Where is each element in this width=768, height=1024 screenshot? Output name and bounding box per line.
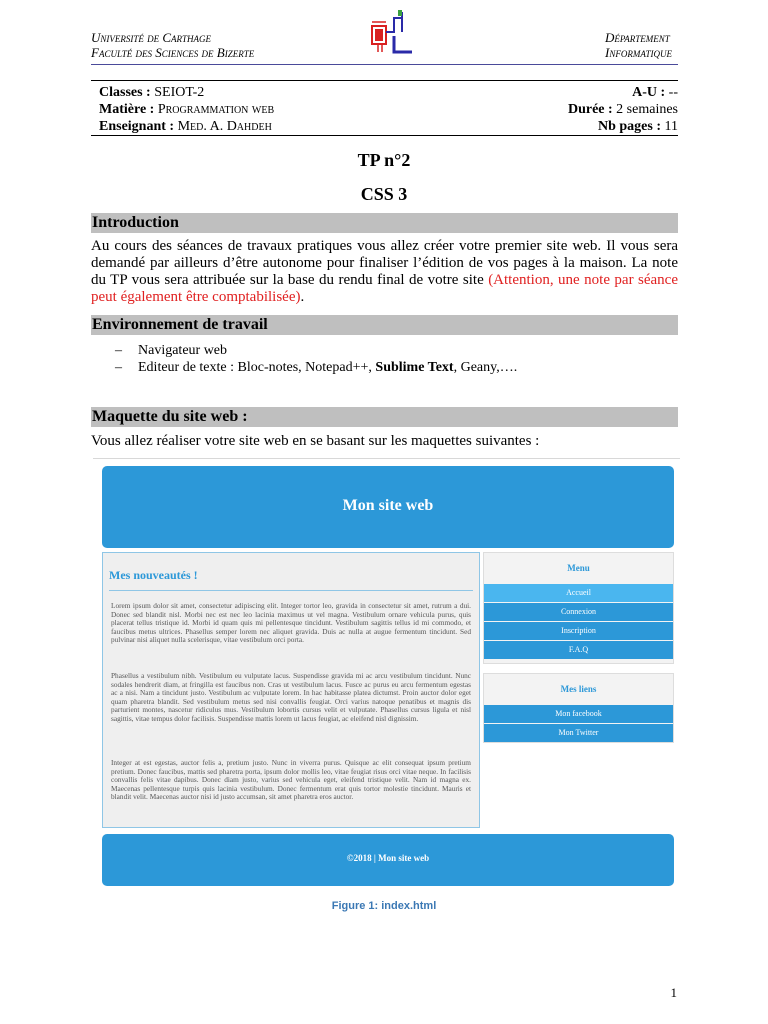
mockup-link-item[interactable]: Mon Twitter (484, 724, 673, 742)
department-field: Informatique (605, 45, 672, 60)
intro-text: Au cours des séances de travaux pratiques vous allez créer votre premier site web. Il vous sera demandé par ailleurs d’être autonome pour finaliser l’édition de vos pages à la maison. La note du TP vous sera attribuée sur la base du rendu final de votre site (91, 238, 678, 288)
intro-end: . (300, 289, 305, 305)
enseignant-label: Enseignant : (99, 119, 175, 134)
university-block (91, 30, 254, 60)
enseignant-value: Med. A. Dahdeh (177, 119, 272, 134)
mockup-menu-item[interactable]: Connexion (484, 603, 673, 621)
mockup-menu-title: Menu (567, 563, 590, 573)
figure-caption: Figure 1: index.html (331, 900, 437, 912)
divider (109, 590, 473, 591)
mockup-links-title: Mes liens (560, 684, 597, 694)
list-item-text: Navigateur web (138, 343, 228, 358)
info-row-enseignant (99, 119, 678, 137)
mockup-news-title: Mes nouveautés ! (109, 568, 198, 582)
mockup-menu-item[interactable]: Accueil (484, 584, 673, 602)
list-item (91, 359, 517, 376)
tp-number: TP n°2 (357, 150, 411, 170)
section-environment: Environnement de travail (91, 315, 678, 335)
mockup-main-content (102, 552, 480, 828)
mockup-footer: ©2018 | Mon site web (102, 834, 674, 886)
list-item-bold: Sublime Text (375, 360, 454, 375)
mockup-paragraph: Phasellus a vestibulum nibh. Vestibulum eu vulputate lacus. Suspendisse gravida mi ac arcu vestibulum tincidunt. Nunc sodales hendrerit diam, at fringilla est faucibus non. Cras ut vestibulum lacus. Fusce ac purus eu arcu fermentum egestas ac a nisi. Nam a tincidunt justo. Vestibulum ac vulputate lorem. In hac habitasse platea dictumst. Proin auctor dolor eget quam pharetra blandit. Sed vestibulum metus sed nisi convallis feugiat. Orci varius natoque penatibus et magnis dis parturient montes, nascetur ridiculus mus. Vestibulum lobortis cursus velit et vulputate. Phasellus cursus ligula et nisl sagittis, vitae tempus dolor facilisis. Suspendisse mattis lorem ut lacus feugiat, ac eleifend nisl dignissim. (111, 671, 471, 723)
info-row-classes (99, 85, 678, 103)
university-name: Université de Carthage (91, 30, 212, 45)
classes-label: Classes : (99, 85, 151, 100)
pages-label: Nb pages : (598, 119, 662, 134)
au-label: A-U : (632, 85, 666, 100)
duree-value: 2 semaines (616, 102, 678, 117)
intro-warning: (Attention, une note par séance peut également être comptabilisée) (91, 272, 678, 305)
page-number: 1 (670, 985, 677, 1000)
classes-value: SEIOT-2 (154, 85, 205, 100)
matiere-value: Programmation web (157, 102, 275, 117)
duree-label: Durée : (567, 102, 613, 117)
list-item-text: , Geany,…. (453, 360, 518, 375)
mockup-links-box (483, 673, 674, 743)
mockup-paragraph: Integer at est egestas, auctor felis a, pretium justo. Nunc in viverra purus. Quisque ac elit consequat ipsum pretium pretium. Donec faucibus, mattis sed pharetra porta, ipsum dolor mollis leo, vitae feugiat risus orci vitae neque. In facilisis convallis felis vitae dapibus. Donec diam justo, varius sed vehicula eget, eleifend tristique velit. Nam id magna ex. Maecenas pellentesque turpis quis lacinia vestibulum. Donec fermentum erat quis tortor molestie tincidunt. Mauris et blandit velit. Maecenas auctor nisi id justo accumsan, sit amet pharetra eros auctor. (111, 758, 471, 802)
faculty-logo-icon (368, 8, 420, 60)
section-mockup: Maquette du site web : (91, 407, 678, 427)
dash-bullet: – (115, 343, 122, 358)
mockup-intro: Vous allez réaliser votre site web en se basant sur les maquettes suivantes : (91, 433, 540, 449)
list-item (91, 342, 517, 359)
mockup-screenshot (93, 458, 680, 893)
mockup-paragraph: Lorem ipsum dolor sit amet, consectetur adipiscing elit. Integer tortor leo, gravida in consectetur sit amet, rutrum a dui. Donec sed blandit nisl. Morbi nec est nec leo lacinia maximus ut vel magna. Vestibulum ornare vehicula purus, quis placerat tellus tristique id. Morbi id quam quis mi pellentesque tincidunt. Vestibulum sagittis tellus id mi commodo, et faucibus metus ultrices. Phasellus semper lorem nec aliquet gravida. Duis ac nulla at augue fermentum tincidunt. Sed pulvinar nisi aliquet nulla scelerisque, vitae vestibulum orci porta. (111, 601, 471, 645)
tp-subject: CSS 3 (360, 184, 408, 204)
dash-bullet: – (115, 360, 122, 375)
list-item-text: Editeur de texte : Bloc-notes, Notepad++, (138, 360, 376, 375)
mockup-link-item[interactable]: Mon facebook (484, 705, 673, 723)
department-name: Département (605, 30, 670, 45)
matiere-label: Matière : (99, 102, 155, 117)
department-block (605, 30, 672, 60)
faculty-name: Faculté des Sciences de Bizerte (91, 45, 255, 60)
mockup-menu-box (483, 552, 674, 664)
intro-paragraph (91, 238, 678, 306)
page-header (91, 30, 678, 65)
info-row-matiere (99, 102, 678, 120)
mockup-menu-item[interactable]: Inscription (484, 622, 673, 640)
section-introduction: Introduction (91, 213, 678, 233)
mockup-header: Mon site web (102, 466, 674, 548)
au-value: -- (668, 85, 678, 100)
course-info (91, 80, 678, 136)
pages-value: 11 (664, 119, 678, 134)
environment-list (91, 342, 517, 376)
mockup-menu-item[interactable]: F.A.Q (484, 641, 673, 659)
